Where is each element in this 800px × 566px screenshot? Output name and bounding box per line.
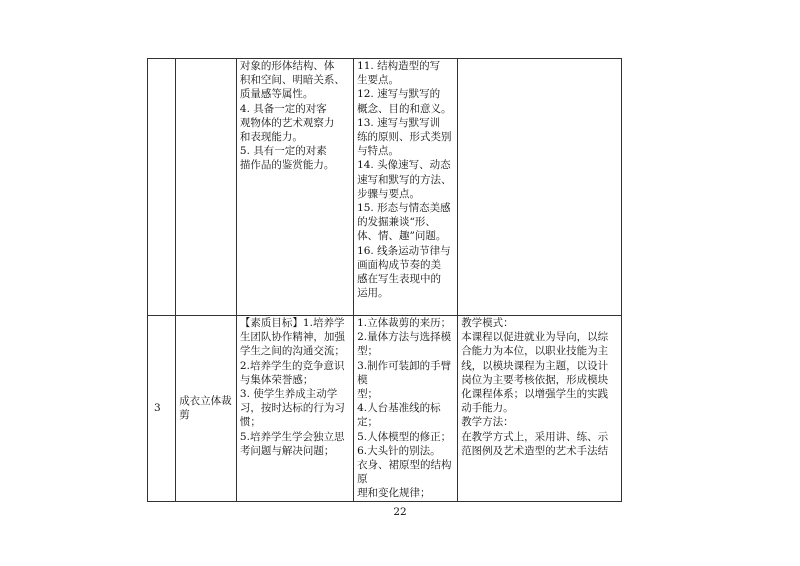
content-line: 步骤与要点。: [357, 187, 421, 200]
methods-line: 合能力为本位，以职业技能为主: [461, 345, 609, 358]
content-line: 练的原则、形式类别: [357, 131, 452, 144]
content-line: 14. 头像速写、动态: [357, 159, 451, 172]
course-name-line: 成衣立体裁: [179, 395, 232, 408]
goals-line: 学生之间的沟通交流；: [239, 345, 345, 358]
content-line: 12. 速写与默写的: [357, 88, 441, 101]
course-name-line: 剪: [179, 409, 190, 422]
table-row: [148, 316, 622, 502]
goals-cell: [236, 59, 353, 316]
methods-line: 教学模式：: [461, 317, 514, 329]
goals-line: 生团队协作精神，加强: [239, 331, 345, 344]
content-line: 与特点。: [357, 145, 400, 158]
goals-line: 考问题与解决问题；: [239, 444, 335, 457]
methods-line: 教学方法：: [461, 416, 514, 429]
methods-line: 范图例及艺术造型的艺术手法结: [461, 444, 609, 457]
content-line: 生要点。: [357, 74, 400, 87]
content-line: 的发掘兼谈“形、: [357, 216, 436, 229]
content-line: 15. 形态与情态美感: [357, 202, 451, 215]
content-line: 型；: [357, 388, 379, 401]
table-row: [148, 59, 622, 316]
content-line: 2.量体方法与选择模: [357, 331, 452, 344]
content-line: 3.制作可装卸的手臂模: [357, 359, 452, 386]
content-cell: [354, 316, 458, 502]
content-line: 1.立体裁剪的来历；: [357, 317, 452, 329]
methods-cell: [458, 316, 622, 502]
content-line: 5.人体模型的修正；: [357, 430, 452, 443]
methods-line: 线，以模块课程为主题，以设计: [461, 359, 609, 372]
content-line: 理和变化规律；: [357, 487, 431, 500]
goals-line: 惯；: [239, 416, 261, 429]
goals-line: 描作品的鉴赏能力。: [239, 159, 335, 172]
content-line: 6.大头针的别法。: [357, 444, 441, 457]
goals-line: 【素质目标】1.培养学: [239, 317, 345, 329]
content-line: 运用。: [357, 287, 389, 300]
content-line: 16. 线条运动节律与: [357, 244, 451, 257]
content-line: 感在写生表现中的: [357, 273, 442, 286]
course-name-cell: [176, 316, 237, 502]
row-number-cell: [148, 59, 176, 316]
goals-line: 对象的形体结构、体: [239, 60, 335, 72]
content-line: 13. 速写与默写训: [357, 116, 441, 129]
content-line: 体、情、趣”问题。: [357, 230, 447, 243]
goals-line: 习，按时达标的行为习: [239, 402, 345, 415]
content-line: 型；: [357, 345, 379, 358]
methods-line: 动手能力。: [461, 402, 514, 415]
content-line: 4.人台基准线的标定；: [357, 402, 441, 429]
goals-line: 5.培养学生学会独立思: [239, 430, 345, 443]
content-line: 概念、目的和意义。: [357, 102, 452, 115]
methods-line: 本课程以促进就业为导向，以综: [461, 331, 609, 344]
goals-line: 观物体的艺术观察力: [239, 116, 335, 129]
content-line: 衣身、裙原型的结构原: [357, 459, 452, 486]
goals-line: 3. 使学生养成主动学: [239, 388, 338, 401]
goals-line: 与集体荣誉感；: [239, 373, 314, 386]
goals-line: 积和空间、明暗关系、: [239, 74, 345, 87]
content-line: 11. 结构造型的写: [357, 60, 441, 72]
content-line: 速写和默写的方法、: [357, 173, 452, 186]
goals-line: 5. 具有一定的对素: [239, 145, 327, 158]
goals-line: 和表现能力。: [239, 131, 303, 144]
page-number: 22: [393, 506, 407, 518]
methods-line: 在教学方式上，采用讲、练、示: [461, 430, 609, 443]
curriculum-table: [147, 58, 622, 502]
content-cell: [354, 59, 458, 316]
methods-line: 化课程体系；以增强学生的实践: [461, 388, 609, 401]
goals-line: 质量感等属性。: [239, 88, 314, 101]
row-number-cell: 3: [148, 316, 176, 502]
goals-line: 2.培养学生的竞争意识: [239, 359, 345, 372]
methods-cell: [458, 59, 622, 316]
goals-line: 4. 具备一定的对客: [239, 102, 327, 115]
course-name-cell: [176, 59, 237, 316]
goals-cell: [236, 316, 353, 502]
content-line: 画面构成节奏的美: [357, 258, 442, 271]
methods-line: 岗位为主要考核依据，形成模块: [461, 373, 609, 386]
